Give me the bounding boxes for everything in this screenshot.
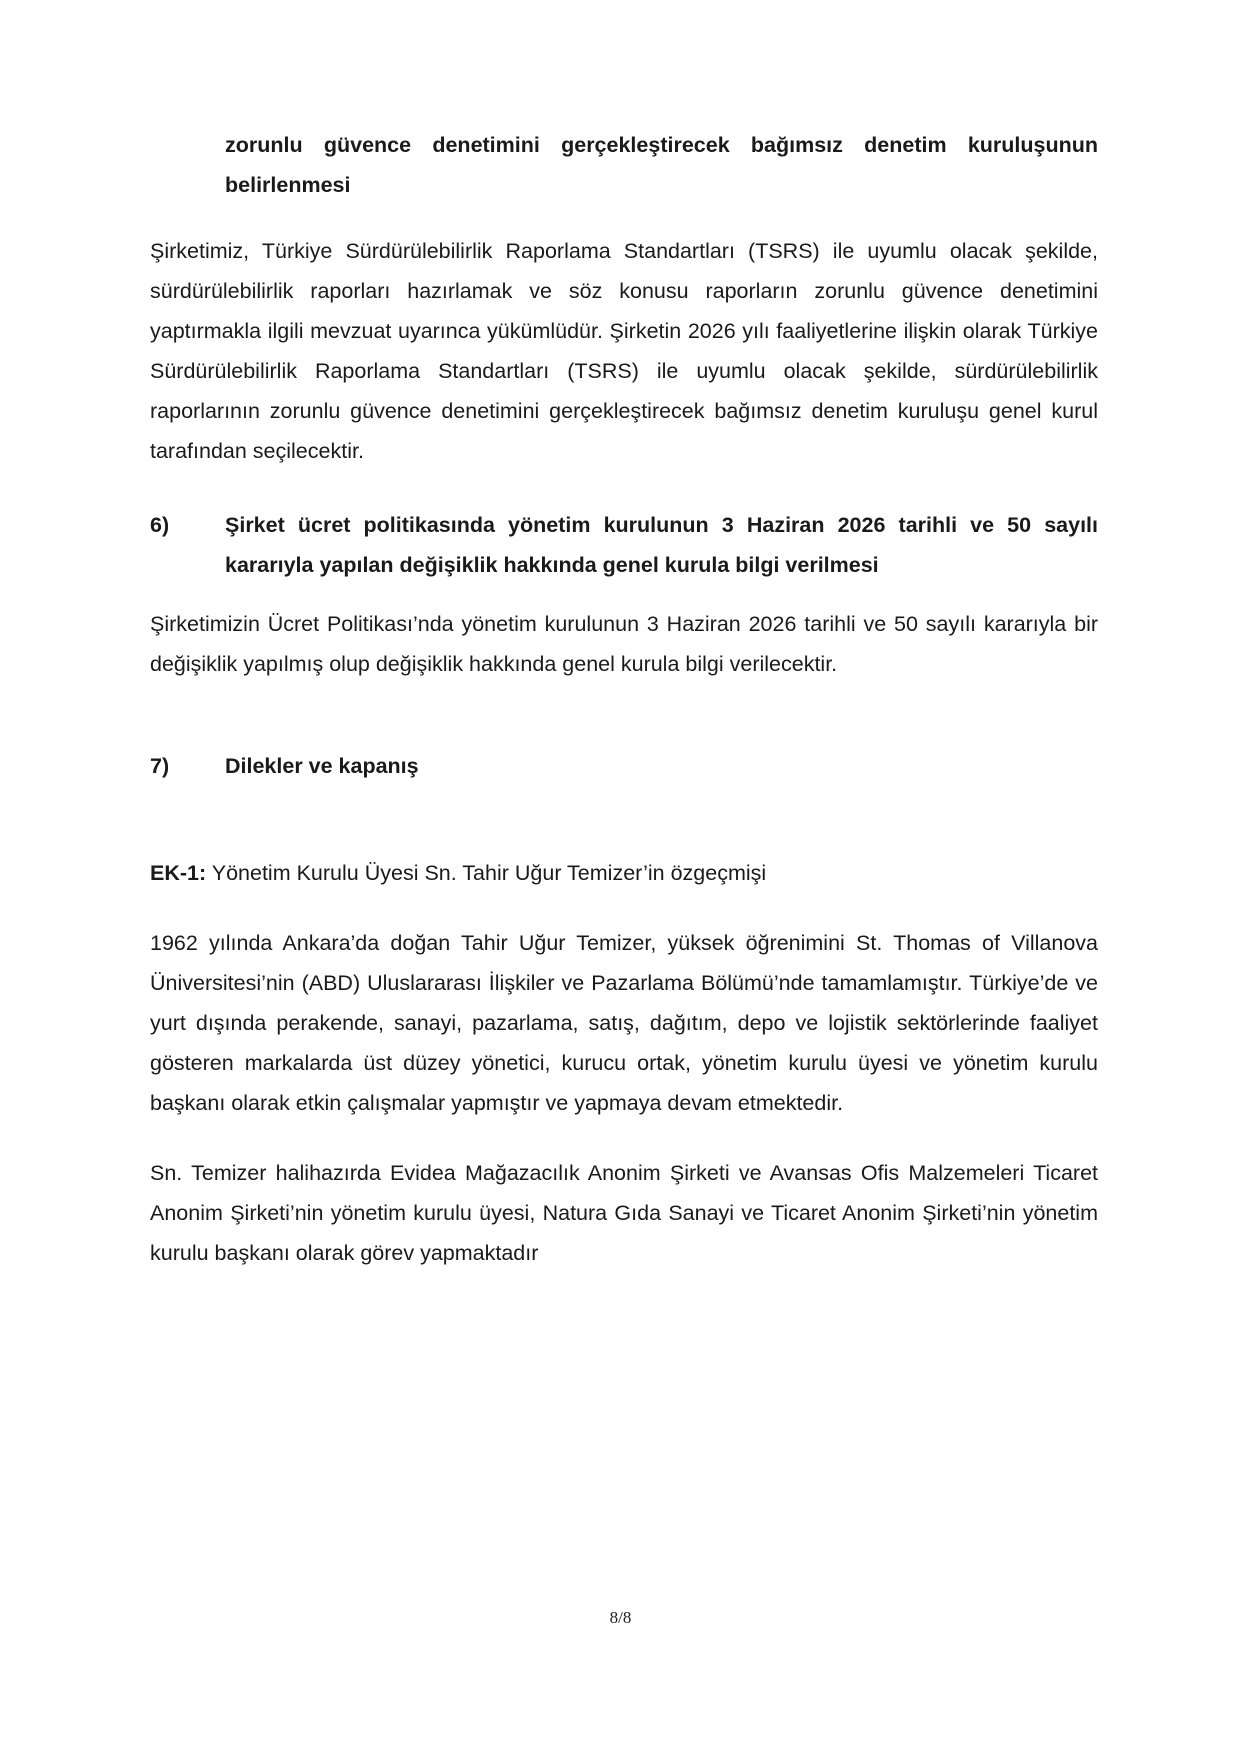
annex-title: Yönetim Kurulu Üyesi Sn. Tahir Uğur Temizer’in özgeçmişi [206,861,767,885]
section-7-title: Dilekler ve kapanış [225,754,419,778]
section-6-body: Şirketimizin Ücret Politikası’nda yönetim kurulunun 3 Haziran 2026 tarihli ve 50 sayılı kararıyla bir değişiklik yapılmış olup değişiklik hakkında genel kurula bilgi verilecektir. [150,612,1098,676]
section-6-number: 6) [150,513,170,537]
section-7-number: 7) [150,754,170,778]
annex-heading [150,853,1098,893]
annex-label: EK-1: [150,861,207,885]
tsrs-paragraph: Şirketimiz, Türkiye Sürdürülebilirlik Raporlama Standartları (TSRS) ile uyumlu olacak şekilde, sürdürülebilirlik raporları hazırlamak ve söz konusu raporların zorunlu güvence denetimini yaptırmakla ilgili mevzuat uyarınca yükümlüdür. Şirketin 2026 yılı faaliyetlerine ilişkin olarak Türkiye Sürdürülebilirlik Raporlama Standartları (TSRS) ile uyumlu olacak şekilde, sürdürülebilirlik raporlarının zorunlu güvence denetimini gerçekleştirecek bağımsız denetim kuruluşu genel kurul tarafından seçilecektir. [150,239,1098,463]
annex-paragraph-1: 1962 yılında Ankara’da doğan Tahir Uğur Temizer, yüksek öğrenimini St. Thomas of Villanova Üniversitesi’nin (ABD) Uluslararası İlişkiler ve Pazarlama Bölümü’nde tamamlamıştır. Türkiye’de ve yurt dışında perakende, sanayi, pazarlama, satış, dağıtım, depo ve lojistik sektörlerinde faaliyet gösteren markalarda üst düzey yönetici, kurucu ortak, yönetim kurulu üyesi ve yönetim kurulu başkanı olarak etkin çalışmalar yapmıştır ve yapmaya devam etmektedir. [150,931,1098,1115]
page-number: 8/8 [609,1608,632,1627]
section-6-title: Şirket ücret politikasında yönetim kurulunun 3 Haziran 2026 tarihli ve 50 sayılı kararıyla yapılan değişiklik hakkında genel kurula bilgi verilmesi [225,513,1098,577]
annex-paragraph-2: Sn. Temizer halihazırda Evidea Mağazacılık Anonim Şirketi ve Avansas Ofis Malzemeleri Ticaret Anonim Şirketi’nin yönetim kurulu üyesi, Natura Gıda Sanayi ve Ticaret Anonim Şirketi’nin yönetim kurulu başkanı olarak görev yapmaktadır [150,1161,1098,1265]
section-heading-continuation: zorunlu güvence denetimini gerçekleştirecek bağımsız denetim kuruluşunun belirlenmesi [225,133,1098,197]
